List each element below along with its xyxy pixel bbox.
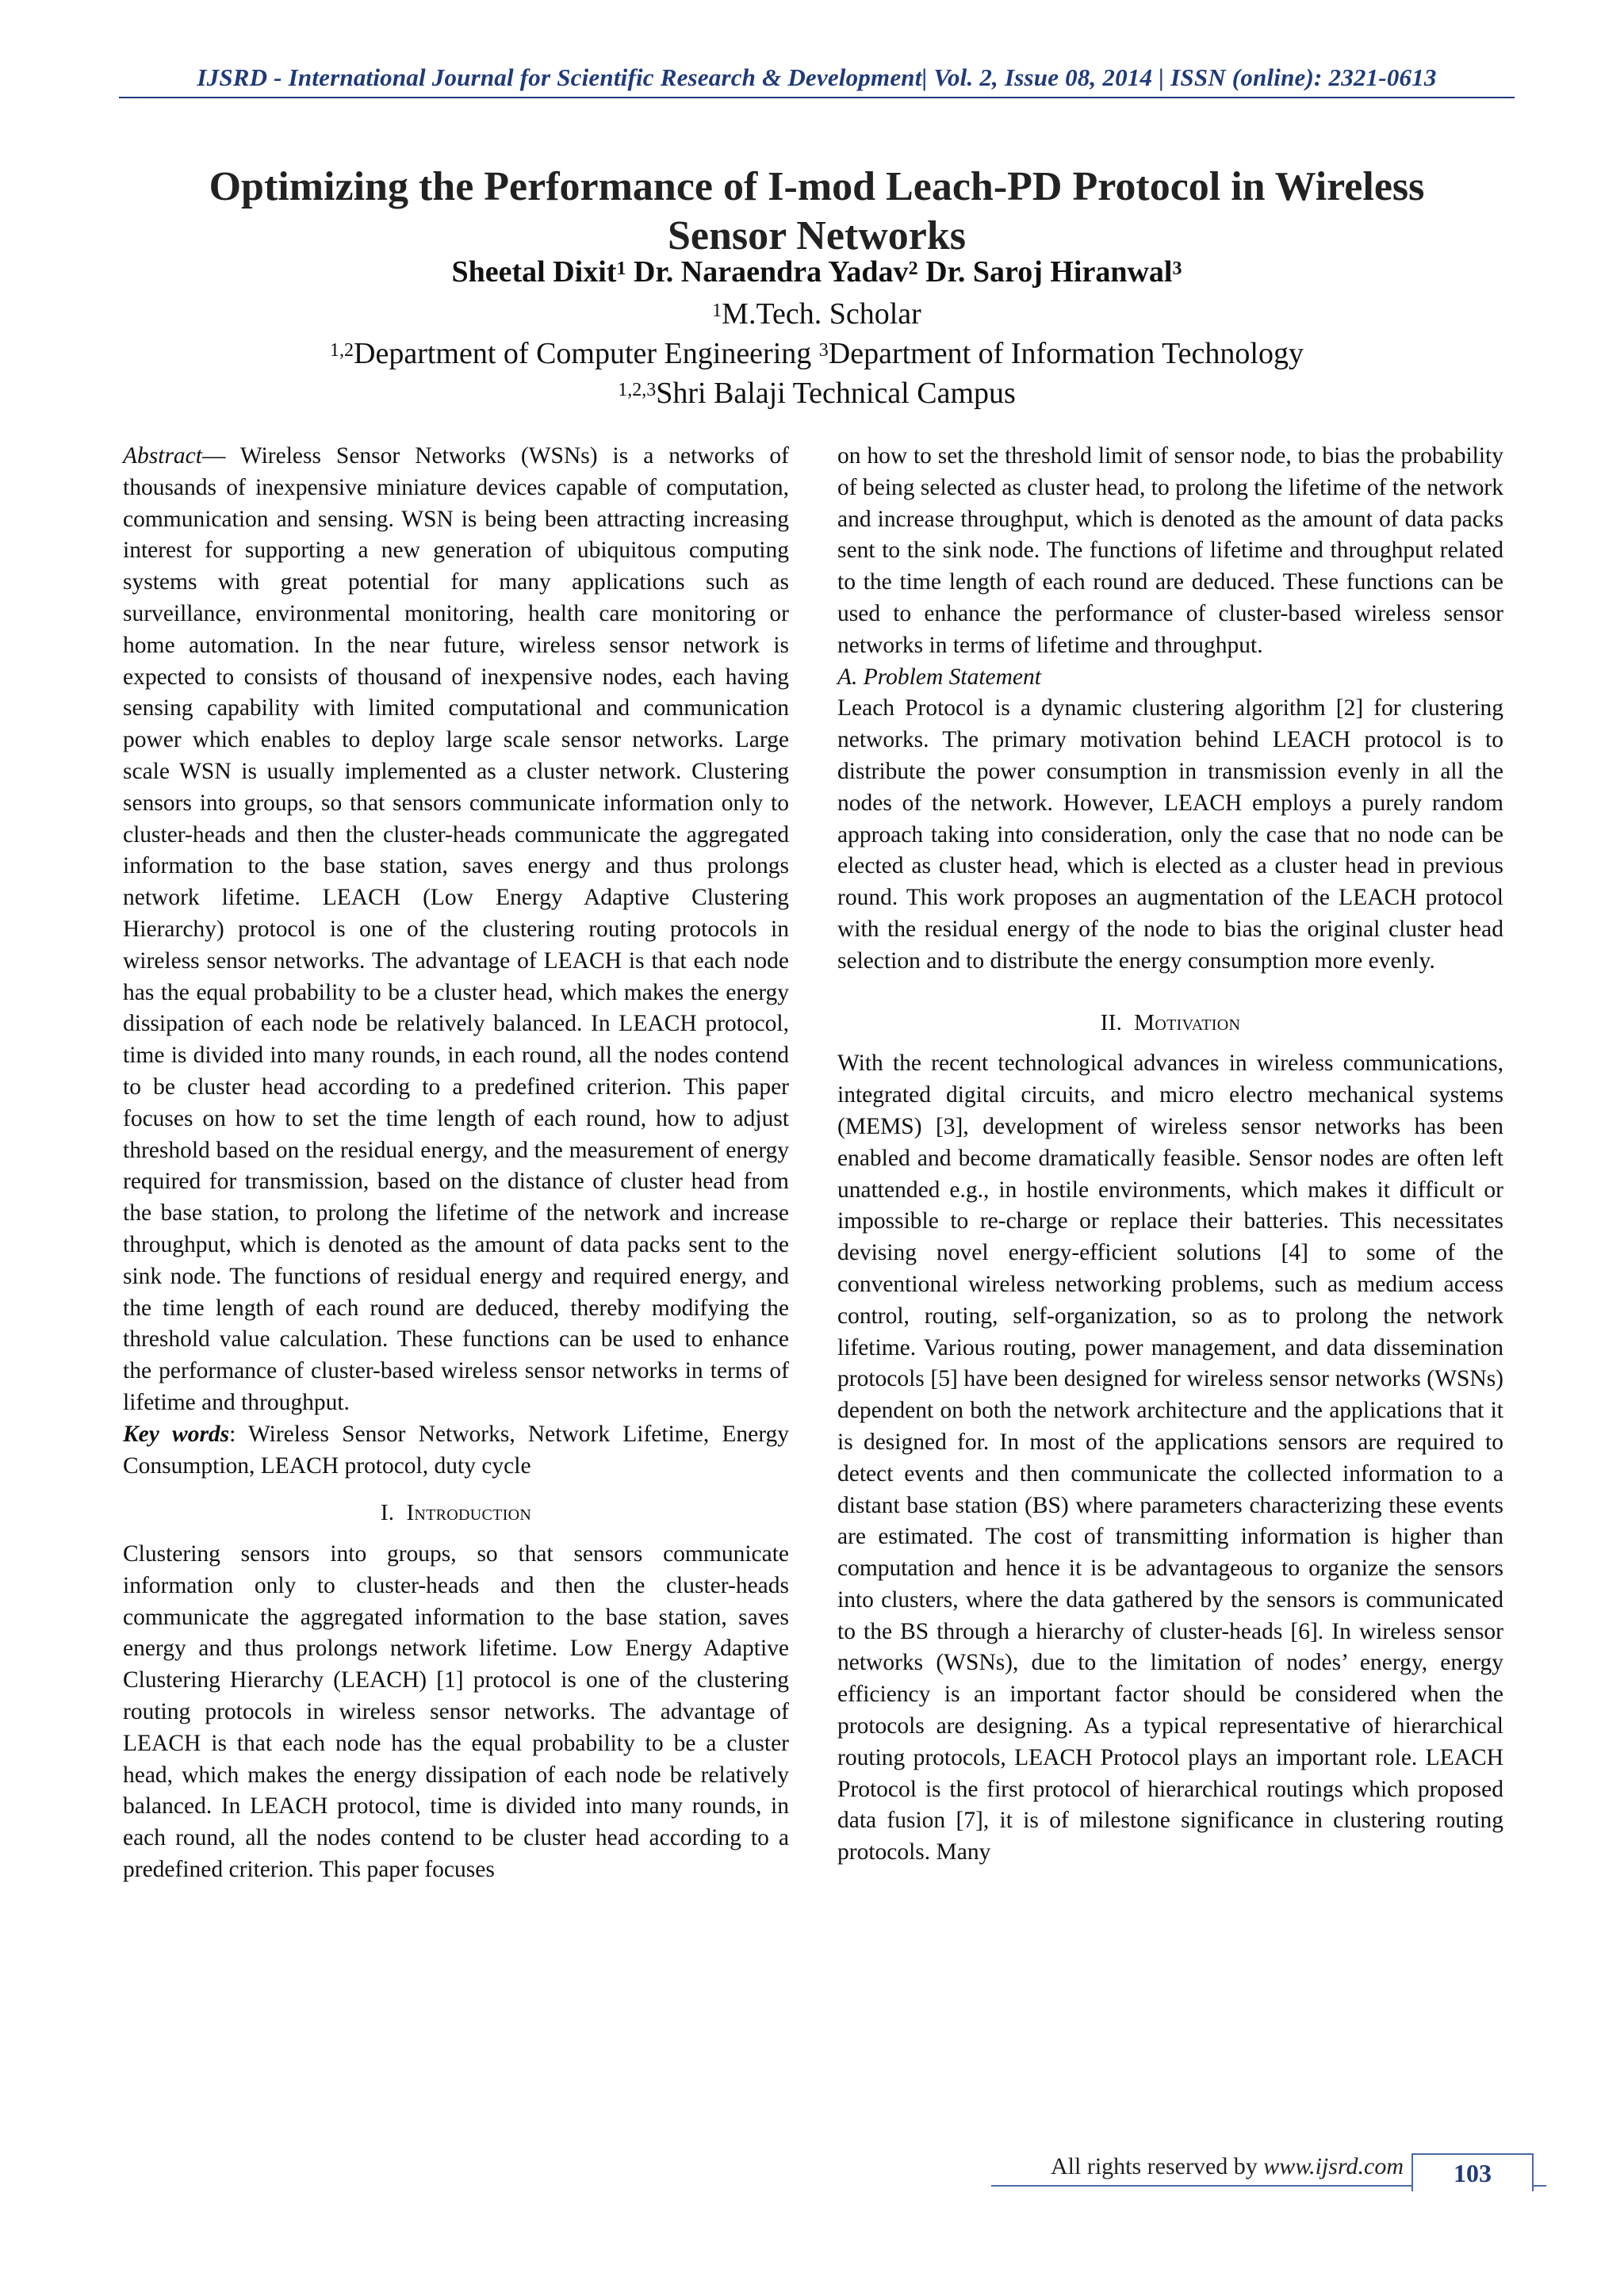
right-column	[837, 441, 1503, 1869]
section-heading-motivation	[837, 1008, 1503, 1039]
subsection-heading-problem-statement: A. Problem Statement	[837, 664, 1041, 690]
introduction-text: Clustering sensors into groups, so that sensors communicate information only to cluster-heads and then the cluster-heads communicate the aggregated information to the base station, saves energy and thus prolongs network lifetime. Low Energy Adaptive Clustering Hierarchy (LEACH) [1] protocol is one of the clustering routing protocols in wireless sensor networks. The advantage of LEACH is that each node has the equal probability to be a cluster head, which makes the energy dissipation of each node be relatively balanced. In LEACH protocol, time is divided into many rounds, in each round, all the nodes contend to be cluster head according to a predefined criterion. This paper focuses	[123, 1541, 789, 1883]
aff-sup: 3	[818, 340, 829, 361]
section-number: I.	[380, 1500, 395, 1526]
keywords-text: : Wireless Sensor Networks, Network Lifetime, Energy Consumption, LEACH protocol, duty cycle	[123, 1421, 790, 1479]
affiliation-departments	[119, 335, 1515, 373]
motivation-text: With the recent technological advances in wireless communications, integrated digital circuits, and micro electro mechanical systems (MEMS) [3], development of wireless sensor networks has been enabled and become dramatically feasible. Sensor nodes are often left unattended e.g., in hostile environments, which makes it difficult or impossible to re-charge or replace their batteries. This necessitates devising novel energy-efficient solutions [4] to some of the conventional wireless networking problems, such as medium access control, routing, self-organization, so as to prolong the network lifetime. Various routing, power management, and data dissemination protocols [5] have been designed for wireless sensor networks (WSNs) dependent on both the network architecture and the applications that it is designed for. In most of the applications sensors are required to detect events and then communicate the collected information to a distant base station (BS) where parameters characterizing these events are estimated. The cost of transmitting information is higher than computation and hence it is be advantageous to organize the sensors into clusters, where the data gathered by the sensors is communicated to the BS through a hierarchy of cluster-heads [6]. In wireless sensor networks (WSNs), due to the limitation of nodes’ energy, energy efficiency is an important factor should be considered when the protocols are designing. As a typical representative of hierarchical routing protocols, LEACH Protocol plays an important role. LEACH Protocol is the first protocol of hierarchical routings which proposed data fusion [7], it is of milestone significance in clustering routing protocols. Many	[837, 1050, 1503, 1866]
aff-text: Department of Information Technology	[828, 337, 1304, 370]
affiliation-role	[119, 295, 1515, 333]
author-name: Dr. Saroj Hiranwal	[925, 255, 1173, 289]
footer-link[interactable]: www.ijsrd.com	[1263, 2153, 1404, 2179]
aff-text: Shri Balaji Technical Campus	[656, 377, 1016, 410]
abstract-dash: —	[201, 443, 240, 469]
section-title: Introduction	[406, 1500, 532, 1526]
author-name: Sheetal Dixit	[451, 255, 617, 289]
aff-text: Department of Computer Engineering	[354, 337, 819, 370]
header-rule	[119, 97, 1515, 98]
page-number: 103	[1411, 2153, 1534, 2191]
title-line-1: Optimizing the Performance of I-mod Leach-PD Protocol in Wireless	[209, 164, 1425, 209]
author-sup: 2	[908, 258, 918, 279]
author-sup: 3	[1172, 258, 1182, 279]
affiliation-institution	[119, 374, 1515, 412]
aff-sup: 1,2	[330, 340, 354, 361]
author-name: Dr. Naraendra Yadav	[633, 255, 909, 289]
paper-title	[119, 163, 1515, 261]
rights-text: All rights reserved by	[1051, 2153, 1264, 2179]
aff-sup: 1	[712, 300, 722, 321]
section-title: Motivation	[1134, 1009, 1241, 1035]
footer-rights	[983, 2153, 1404, 2180]
keywords-label: Key words	[123, 1421, 230, 1447]
left-column	[123, 441, 789, 1886]
aff-sup: 1,2,3	[618, 380, 657, 400]
abstract	[123, 441, 789, 1419]
keywords	[123, 1419, 789, 1483]
section-number: II.	[1100, 1009, 1123, 1035]
author-list	[119, 254, 1515, 290]
section-heading-introduction	[123, 1498, 789, 1529]
abstract-text: Wireless Sensor Networks (WSNs) is a networks of thousands of inexpensive miniature devices capable of computation, communication and sensing. WSN is being been attracting increasing interest for supporting a new generation of ubiquitous computing systems with great potential for many applications such as surveillance, environmental monitoring, health care monitoring or home automation. In the near future, wireless sensor network is expected to consists of thousand of inexpensive nodes, each having sensing capability with limited computational and communication power which enables to deploy large scale sensor networks. Large scale WSN is usually implemented as a cluster network. Clustering sensors into groups, so that sensors communicate information only to cluster-heads and then the cluster-heads communicate the aggregated information to the base station, saves energy and thus prolongs network lifetime. LEACH (Low Energy Adaptive Clustering Hierarchy) protocol is one of the clustering routing protocols in wireless sensor networks. The advantage of LEACH is that each node has the equal probability to be a cluster head, which makes the energy dissipation of each node be relatively balanced. In LEACH protocol, time is divided into many rounds, in each round, all the nodes contend to be cluster head according to a predefined criterion. This paper focuses on how to set the time length of each round, how to adjust threshold based on the residual energy, and the measurement of energy required for transmission, based on the distance of cluster head from the base station, to prolong the lifetime of the network and increase throughput, which is denoted as the amount of data packs sent to the sink node. The functions of residual energy and required energy, and the time length of each round are deduced, thereby modifying the threshold value calculation. These functions can be used to enhance the performance of cluster-based wireless sensor networks in terms of lifetime and throughput.	[123, 443, 789, 1415]
aff-text: M.Tech. Scholar	[722, 297, 921, 331]
problem-statement-text: Leach Protocol is a dynamic clustering algorithm [2] for clustering networks. The primary motivation behind LEACH protocol is to distribute the power consumption in transmission evenly in all the nodes of the network. However, LEACH employs a purely random approach taking into consideration, only the case that no node can be elected as cluster head, which is elected as a cluster head in previous round. This work proposes an augmentation of the LEACH protocol with the residual energy of the node to bias the original cluster head selection and to distribute the energy consumption more evenly.	[837, 695, 1503, 974]
journal-header: IJSRD - International Journal for Scientific Research & Development| Vol. 2, Issue 08, 2014 | ISSN (online): 2321-0613	[197, 63, 1437, 91]
title-line-2: Sensor Networks	[667, 213, 967, 258]
introduction-continuation: on how to set the threshold limit of sensor node, to bias the probability of being selected as cluster head, to prolong the lifetime of the network and increase throughput, which is denoted as the amount of data packs sent to the sink node. The functions of lifetime and throughput related to the time length of each round are deduced. These functions can be used to enhance the performance of cluster-based wireless sensor networks in terms of lifetime and throughput.	[837, 443, 1503, 658]
abstract-label: Abstract	[123, 443, 202, 469]
author-sup: 1	[616, 258, 626, 279]
